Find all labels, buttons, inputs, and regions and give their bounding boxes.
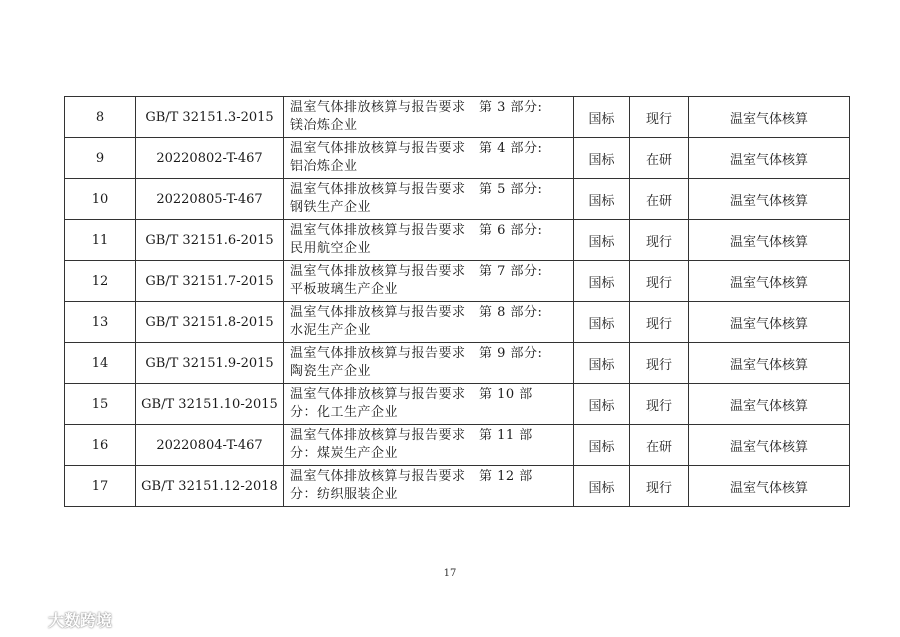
standard-name-cell xyxy=(284,384,574,425)
standard-status-cell: 现行 xyxy=(630,261,689,302)
row-number-cell: 14 xyxy=(65,343,136,384)
standard-name-line2: 民用航空企业 xyxy=(290,241,372,256)
row-number-cell: 9 xyxy=(65,138,136,179)
row-number-cell: 12 xyxy=(65,261,136,302)
standard-code-cell: GB/T 32151.3-2015 xyxy=(136,97,284,138)
standard-name-line2: 分：纺织服装企业 xyxy=(290,487,399,502)
standard-category-cell: 温室气体核算 xyxy=(689,179,850,220)
standard-status-cell: 在研 xyxy=(630,425,689,466)
standard-category-cell: 温室气体核算 xyxy=(689,384,850,425)
standard-name-line2: 陶瓷生产企业 xyxy=(290,364,372,379)
standard-type-cell: 国标 xyxy=(574,179,630,220)
watermark xyxy=(6,607,112,631)
standard-code-cell: GB/T 32151.10-2015 xyxy=(136,384,284,425)
table-row xyxy=(65,97,850,138)
standard-name-line2: 分：化工生产企业 xyxy=(290,405,399,420)
standard-name-line2: 分：煤炭生产企业 xyxy=(290,446,399,461)
standard-status-cell: 现行 xyxy=(630,302,689,343)
standard-name-line2: 钢铁生产企业 xyxy=(290,200,372,215)
standard-name-cell xyxy=(284,97,574,138)
table-row xyxy=(65,384,850,425)
standard-category-cell: 温室气体核算 xyxy=(689,466,850,507)
standard-code-cell: GB/T 32151.6-2015 xyxy=(136,220,284,261)
standard-name-line1: 温室气体排放核算与报告要求 第 9 部分: xyxy=(290,346,543,361)
standard-code-cell: 20220805-T-467 xyxy=(136,179,284,220)
standards-table xyxy=(64,96,850,507)
standard-name-line1: 温室气体排放核算与报告要求 第 3 部分: xyxy=(290,100,543,115)
standard-type-cell: 国标 xyxy=(574,138,630,179)
standard-category-cell: 温室气体核算 xyxy=(689,97,850,138)
standard-name-line1: 温室气体排放核算与报告要求 第 6 部分: xyxy=(290,223,543,238)
standard-name-line1: 温室气体排放核算与报告要求 第 4 部分: xyxy=(290,141,543,156)
standard-category-cell: 温室气体核算 xyxy=(689,425,850,466)
standard-name-cell xyxy=(284,425,574,466)
standard-code-cell: GB/T 32151.7-2015 xyxy=(136,261,284,302)
watermark-text: 大数跨境 xyxy=(48,610,113,630)
chat-bubble-icon xyxy=(6,607,44,631)
page-number: 17 xyxy=(443,568,457,579)
standard-code-cell: GB/T 32151.12-2018 xyxy=(136,466,284,507)
standard-name-line2: 铝冶炼企业 xyxy=(290,159,358,174)
standard-name-cell xyxy=(284,220,574,261)
standard-type-cell: 国标 xyxy=(574,384,630,425)
standard-name-cell xyxy=(284,343,574,384)
standard-status-cell: 现行 xyxy=(630,466,689,507)
row-number-cell: 11 xyxy=(65,220,136,261)
standard-name-line1: 温室气体排放核算与报告要求 第 7 部分: xyxy=(290,264,543,279)
row-number-cell: 13 xyxy=(65,302,136,343)
standard-name-line1: 温室气体排放核算与报告要求 第 12 部 xyxy=(290,469,533,484)
standard-category-cell: 温室气体核算 xyxy=(689,220,850,261)
table-row xyxy=(65,138,850,179)
table-row xyxy=(65,261,850,302)
table-row xyxy=(65,302,850,343)
standard-status-cell: 在研 xyxy=(630,138,689,179)
standard-name-cell xyxy=(284,179,574,220)
standard-code-cell: GB/T 32151.8-2015 xyxy=(136,302,284,343)
standard-type-cell: 国标 xyxy=(574,466,630,507)
standard-name-cell xyxy=(284,138,574,179)
row-number-cell: 15 xyxy=(65,384,136,425)
standard-category-cell: 温室气体核算 xyxy=(689,343,850,384)
standard-name-line2: 镁冶炼企业 xyxy=(290,118,358,133)
standard-status-cell: 现行 xyxy=(630,384,689,425)
table-row xyxy=(65,220,850,261)
standard-name-cell xyxy=(284,261,574,302)
standard-category-cell: 温室气体核算 xyxy=(689,138,850,179)
standard-code-cell: GB/T 32151.9-2015 xyxy=(136,343,284,384)
standard-category-cell: 温室气体核算 xyxy=(689,302,850,343)
row-number-cell: 16 xyxy=(65,425,136,466)
standard-name-line1: 温室气体排放核算与报告要求 第 10 部 xyxy=(290,387,533,402)
standard-type-cell: 国标 xyxy=(574,302,630,343)
standard-type-cell: 国标 xyxy=(574,97,630,138)
standard-name-line2: 水泥生产企业 xyxy=(290,323,372,338)
standard-type-cell: 国标 xyxy=(574,220,630,261)
standard-name-line1: 温室气体排放核算与报告要求 第 5 部分: xyxy=(290,182,543,197)
row-number-cell: 17 xyxy=(65,466,136,507)
standard-category-cell: 温室气体核算 xyxy=(689,261,850,302)
table-row xyxy=(65,425,850,466)
standard-type-cell: 国标 xyxy=(574,261,630,302)
row-number-cell: 8 xyxy=(65,97,136,138)
standard-status-cell: 现行 xyxy=(630,343,689,384)
standard-name-cell xyxy=(284,302,574,343)
table-body xyxy=(65,97,850,507)
standard-name-line1: 温室气体排放核算与报告要求 第 8 部分: xyxy=(290,305,543,320)
table-row xyxy=(65,179,850,220)
standard-name-line2: 平板玻璃生产企业 xyxy=(290,282,399,297)
standard-type-cell: 国标 xyxy=(574,343,630,384)
standard-status-cell: 在研 xyxy=(630,179,689,220)
standard-type-cell: 国标 xyxy=(574,425,630,466)
standard-status-cell: 现行 xyxy=(630,220,689,261)
standard-name-line1: 温室气体排放核算与报告要求 第 11 部 xyxy=(290,428,533,443)
standard-code-cell: 20220802-T-467 xyxy=(136,138,284,179)
standard-status-cell: 现行 xyxy=(630,97,689,138)
table-row xyxy=(65,466,850,507)
standard-name-cell xyxy=(284,466,574,507)
table-row xyxy=(65,343,850,384)
standard-code-cell: 20220804-T-467 xyxy=(136,425,284,466)
row-number-cell: 10 xyxy=(65,179,136,220)
